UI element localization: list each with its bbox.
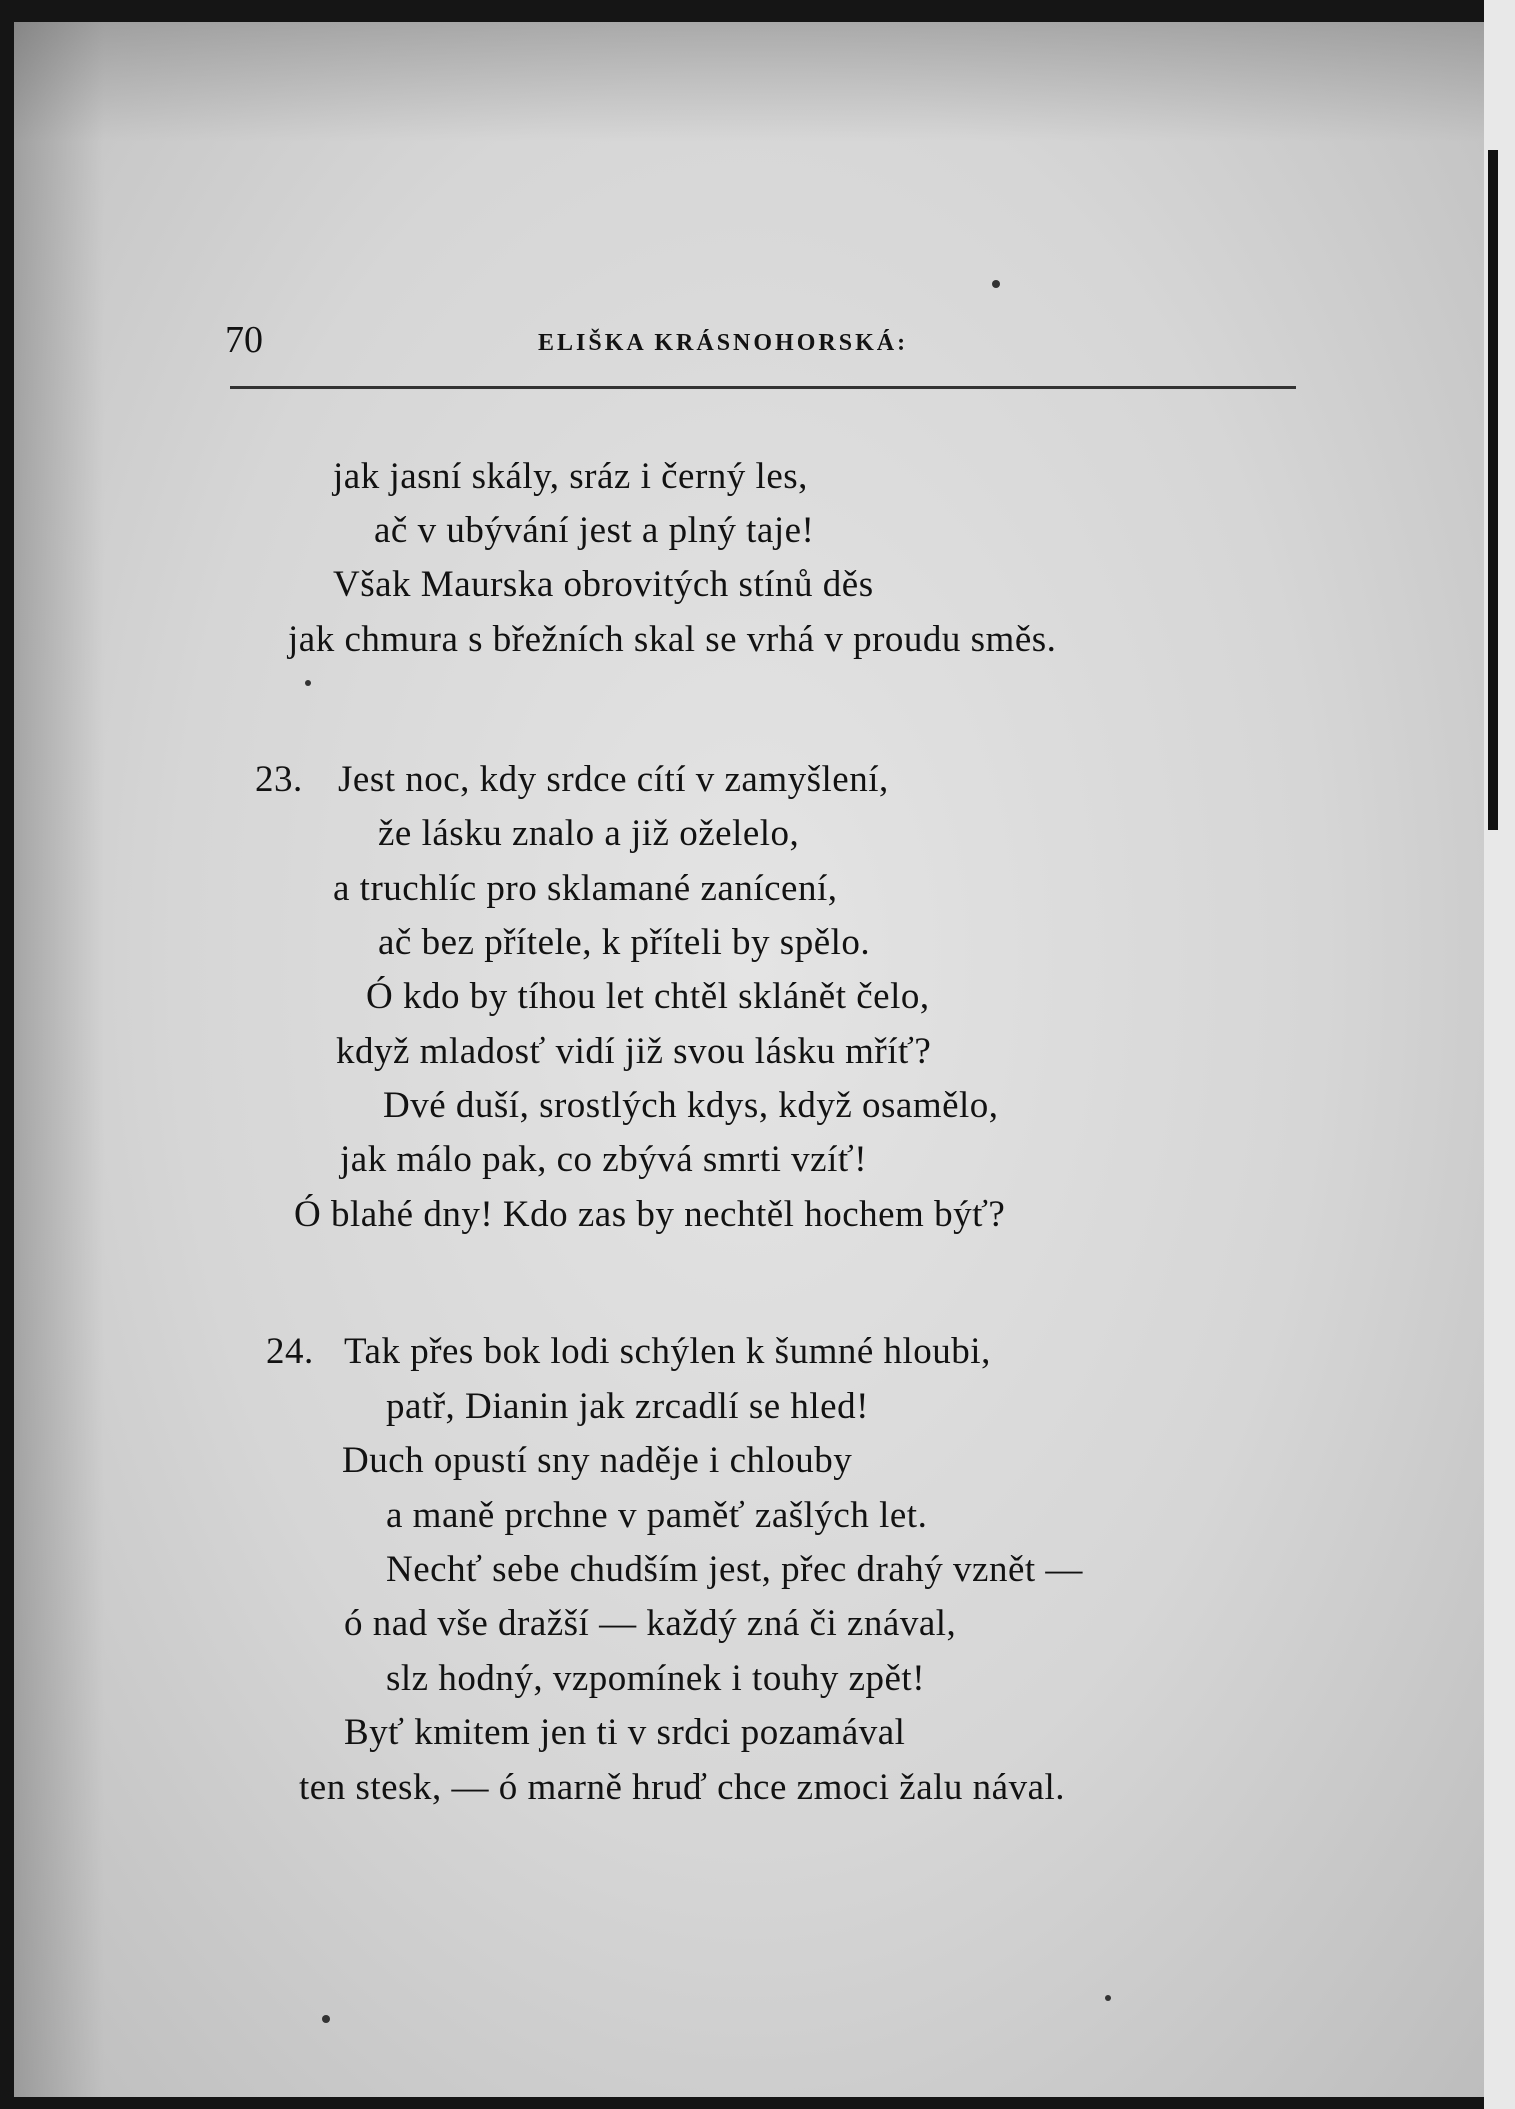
poem-line: Však Maurska obrovitých stínů děs	[333, 564, 874, 605]
poem-line: jak chmura s břežních skal se vrhá v proudu směs.	[288, 619, 1057, 660]
binding-shadow	[1488, 150, 1498, 830]
poem-line: když mladosť vidí již svou lásku mříť?	[336, 1031, 932, 1072]
poem-line: ač bez přítele, k příteli by spělo.	[378, 922, 871, 963]
poem-line: Dvé duší, srostlých kdys, když osamělo,	[383, 1085, 999, 1126]
page-shadow-top	[14, 22, 1484, 142]
page-number: 70	[225, 319, 263, 361]
poem-line: slz hodný, vzpomínek i touhy zpět!	[386, 1658, 926, 1699]
poem-line: ó nad vše dražší — každý zná či znával,	[344, 1603, 957, 1644]
poem-line: Tak přes bok lodi schýlen k šumné hloubi,	[344, 1331, 991, 1372]
stanza-number: 24.	[266, 1331, 314, 1372]
poem-line: Ó blahé dny! Kdo zas by nechtěl hochem býť?	[294, 1194, 1006, 1235]
poem-line: jak málo pak, co zbývá smrti vzíť!	[340, 1139, 868, 1180]
poem-line: že lásku znalo a již oželelo,	[378, 813, 800, 854]
scan-speck	[305, 680, 311, 686]
poem-line: ač v ubývání jest a plný taje!	[374, 510, 815, 551]
scan-speck	[322, 2015, 330, 2023]
poem-line: ten stesk, — ó marně hruď chce zmoci žalu nával.	[299, 1767, 1066, 1808]
poem-line: Nechť sebe chudším jest, přec drahý vznět —	[386, 1549, 1083, 1590]
poem-line: a maně prchne v paměť zašlých let.	[386, 1495, 928, 1536]
poem-line: jak jasní skály, sráz i černý les,	[333, 456, 808, 497]
stanza-number: 23.	[255, 759, 303, 800]
header-rule	[230, 386, 1296, 389]
poem-line: Ó kdo by tíhou let chtěl sklánět čelo,	[366, 976, 930, 1017]
scan-speck	[1105, 1995, 1111, 2001]
running-title: ELIŠKA KRÁSNOHORSKÁ:	[538, 330, 909, 356]
poem-line: Byť kmitem jen ti v srdci pozamával	[344, 1712, 906, 1753]
page-shadow-left	[14, 22, 104, 2097]
poem-line: Jest noc, kdy srdce cítí v zamyšlení,	[338, 759, 889, 800]
scan-speck	[992, 280, 1000, 288]
poem-line: Duch opustí sny naděje i chlouby	[342, 1440, 853, 1481]
poem-line: patř, Dianin jak zrcadlí se hled!	[386, 1386, 869, 1427]
poem-line: a truchlíc pro sklamané zanícení,	[333, 868, 838, 909]
